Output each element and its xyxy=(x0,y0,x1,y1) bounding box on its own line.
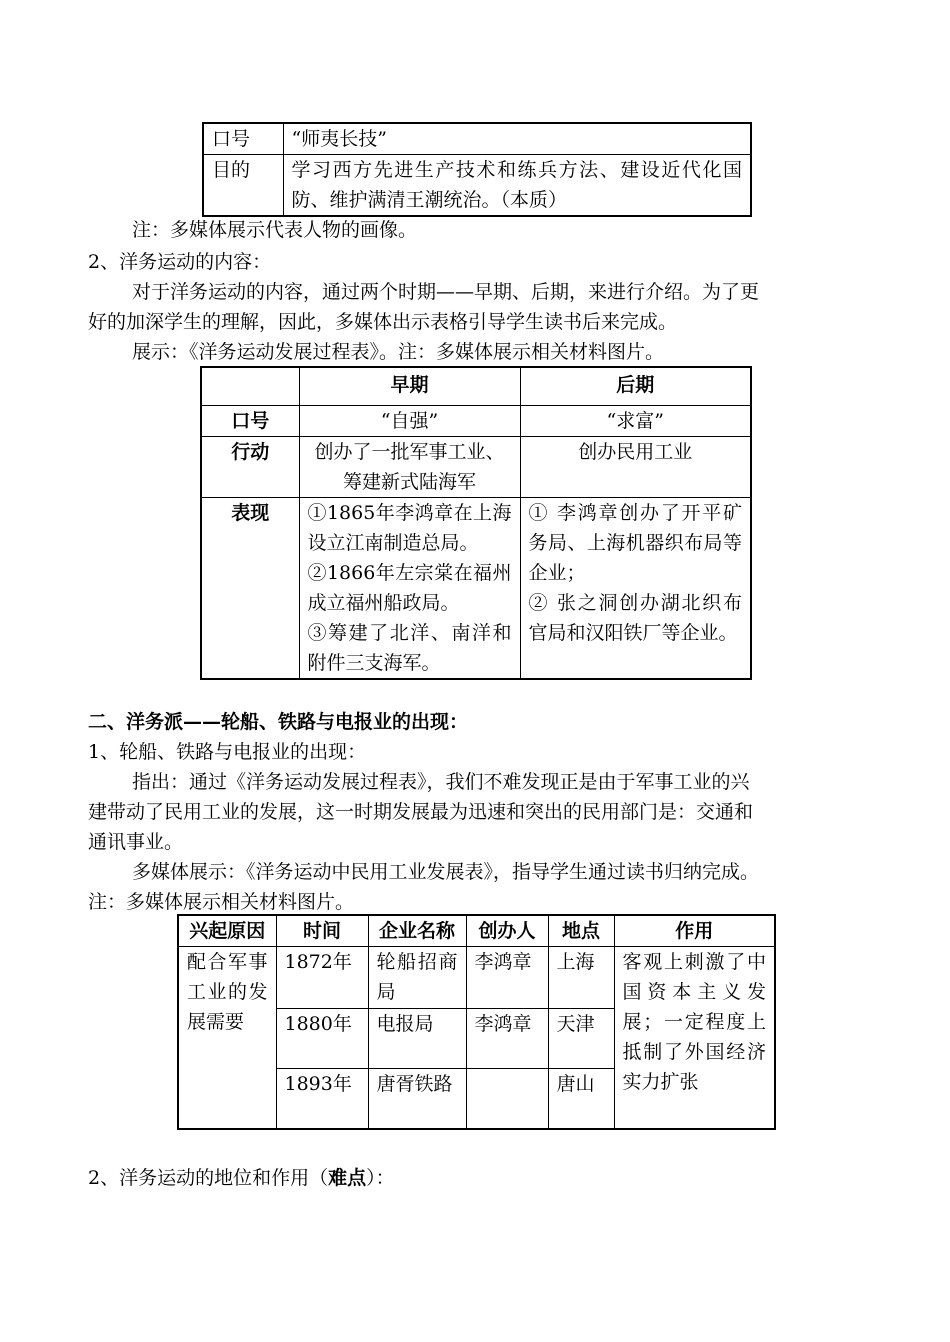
table-row xyxy=(201,436,751,497)
section-heading: 二、洋务派——轮船、铁路与电报业的出现： xyxy=(88,711,469,733)
row-value: 学习西方先进生产技术和练兵方法、建设近代化国防、维护满清王潮统治。（本质） xyxy=(283,155,751,217)
cell: 创办民用工业 xyxy=(520,436,751,497)
table-header-row xyxy=(178,915,775,947)
note-text: 注：多媒体展示代表人物的画像。 xyxy=(132,219,418,241)
paragraph: 好的加深学生的理解，因此，多媒体出示表格引导学生读书后来完成。 xyxy=(88,311,678,333)
time-cell: 1880年 xyxy=(276,1009,368,1069)
subsection-suffix: ）： xyxy=(366,1167,395,1189)
development-table xyxy=(200,366,752,680)
founder-cell xyxy=(466,1069,548,1129)
paragraph: 展示：《洋务运动发展过程表》。注：多媒体展示相关材料图片。 xyxy=(132,341,665,363)
place-cell: 天津 xyxy=(548,1009,614,1069)
row-label: 口号 xyxy=(201,405,299,436)
table-header-row xyxy=(201,367,751,405)
header-cell: 企业名称 xyxy=(368,915,466,947)
header-cell: 地点 xyxy=(548,915,614,947)
row-label: 目的 xyxy=(203,155,283,217)
table-row xyxy=(203,155,751,217)
list-item: ① 李鸿章创办了开平矿务局、上海机器织布局等企业； xyxy=(528,501,742,584)
table-row xyxy=(201,497,751,679)
place-cell: 上海 xyxy=(548,947,614,1009)
list-item: ②1866年左宗棠在福州成立福州船政局。 xyxy=(307,561,512,614)
paragraph: 对于洋务运动的内容，通过两个时期——早期、后期，来进行介绍。为了更 xyxy=(132,281,760,303)
name-cell: 唐胥铁路 xyxy=(368,1069,466,1129)
cell: “自强” xyxy=(299,405,520,436)
paragraph: 注：多媒体展示相关材料图片。 xyxy=(88,891,355,913)
list-item: ③筹建了北洋、南洋和附件三支海军。 xyxy=(307,621,512,674)
effect-cell: 客观上刺激了中国资本主义发展；一定程度上抵制了外国经济实力扩张 xyxy=(614,947,775,1129)
subsection-title: 1、轮船、铁路与电报业的出现： xyxy=(88,741,367,763)
civil-industry-table xyxy=(177,914,776,1130)
table-row xyxy=(203,123,751,155)
list-item: ② 张之洞创办湖北织布官局和汉阳铁厂等企业。 xyxy=(528,591,742,644)
header-cell: 兴起原因 xyxy=(178,915,276,947)
cell: “求富” xyxy=(520,405,751,436)
goal-table xyxy=(202,122,752,217)
cell xyxy=(520,497,751,679)
paragraph: 建带动了民用工业的发展，这一时期发展最为迅速和突出的民用部门是：交通和 xyxy=(88,801,754,823)
paragraph: 多媒体展示：《洋务运动中民用工业发展表》，指导学生通过读书归纳完成。 xyxy=(132,861,760,883)
row-value: “师夷长技” xyxy=(283,123,751,155)
paragraph: 指出：通过《洋务运动发展过程表》，我们不难发现正是由于军事工业的兴 xyxy=(132,771,750,793)
difficulty-label: 难点 xyxy=(328,1167,367,1189)
cell: 创办了一批军事工业、筹建新式陆海军 xyxy=(299,436,520,497)
row-label: 口号 xyxy=(203,123,283,155)
header-cell: 创办人 xyxy=(466,915,548,947)
name-cell: 电报局 xyxy=(368,1009,466,1069)
row-label: 行动 xyxy=(201,436,299,497)
section-title: 2、洋务运动的内容： xyxy=(88,251,272,273)
time-cell: 1872年 xyxy=(276,947,368,1009)
founder-cell: 李鸿章 xyxy=(466,1009,548,1069)
cause-cell: 配合军事工业的发展需要 xyxy=(178,947,276,1129)
subsection-title xyxy=(88,1166,395,1190)
header-cell xyxy=(201,367,299,405)
paragraph: 通讯事业。 xyxy=(88,831,184,853)
table-row xyxy=(201,405,751,436)
name-cell: 轮船招商局 xyxy=(368,947,466,1009)
header-cell: 作用 xyxy=(614,915,775,947)
list-item: ①1865年李鸿章在上海设立江南制造总局。 xyxy=(307,501,512,554)
header-cell: 早期 xyxy=(299,367,520,405)
cell xyxy=(299,497,520,679)
table-row xyxy=(178,947,775,1009)
header-cell: 时间 xyxy=(276,915,368,947)
header-cell: 后期 xyxy=(520,367,751,405)
place-cell: 唐山 xyxy=(548,1069,614,1129)
founder-cell: 李鸿章 xyxy=(466,947,548,1009)
time-cell: 1893年 xyxy=(276,1069,368,1129)
subsection-prefix: 2、洋务运动的地位和作用（ xyxy=(88,1167,329,1189)
row-label: 表现 xyxy=(201,497,299,679)
